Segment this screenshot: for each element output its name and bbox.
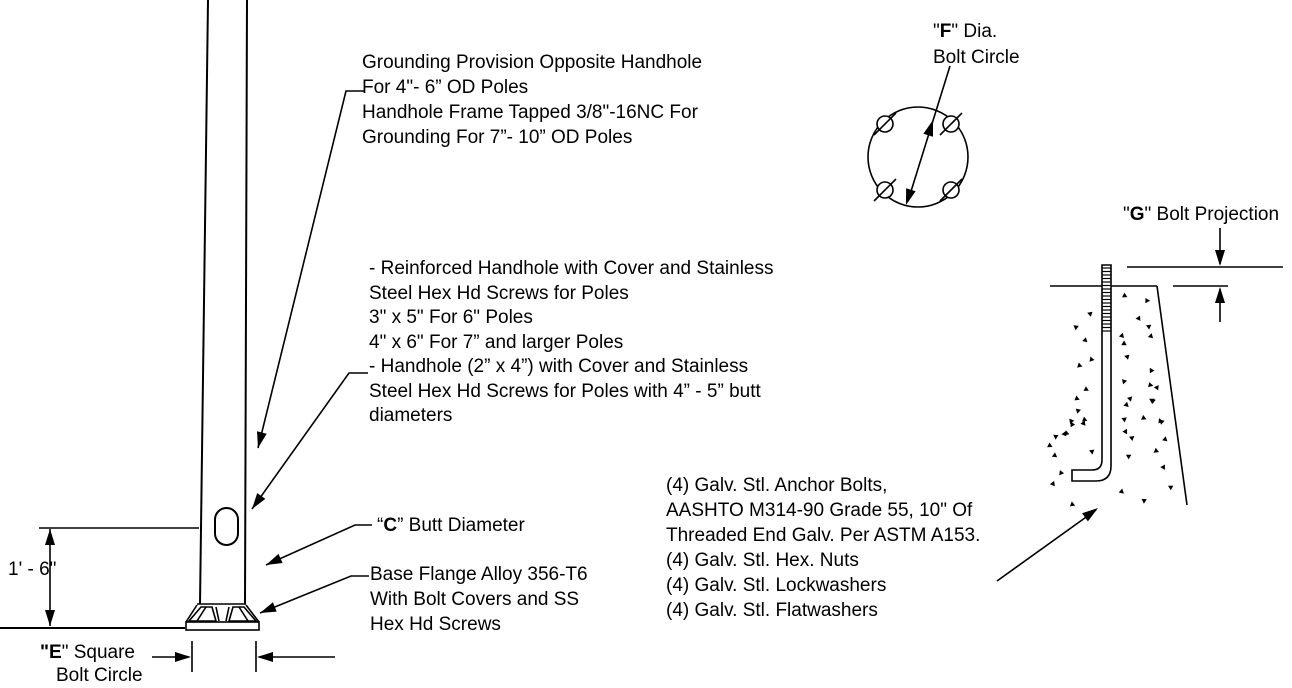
note-line: Base Flange Alloy 356-T6 (370, 564, 588, 585)
note-line: Hex Hd Screws (370, 614, 501, 635)
e-square-dimension (152, 641, 335, 672)
note-line: Handhole Frame Tapped 3/8"-16NC For (362, 102, 698, 123)
base-flange-note (370, 562, 588, 637)
e-square-label (40, 640, 135, 665)
base-flange-leader (260, 576, 369, 613)
concrete-edge-line (1157, 286, 1187, 505)
arrowhead-icon (923, 120, 933, 137)
note-line: (4) Galv. Stl. Hex. Nuts (666, 550, 859, 571)
bolt-circle-diagram (868, 66, 968, 207)
e-square-label-line2: Bolt Circle (56, 665, 143, 686)
butt-diameter-leader (266, 525, 372, 565)
note-line: AASHTO M314-90 Grade 55, 10" Of (666, 500, 973, 521)
dim-letter: F (939, 21, 952, 42)
label-line: Bolt Circle (933, 47, 1020, 68)
dimension-arrow-left-icon (257, 652, 273, 662)
label-text: " Square (61, 642, 135, 663)
dim-letter: G (1129, 204, 1145, 225)
arrowhead-icon (1082, 508, 1098, 521)
note-line: (4) Galv. Stl. Anchor Bolts, (666, 475, 888, 496)
note-line: Grounding For 7”- 10” OD Poles (362, 127, 633, 148)
anchor-j-bolt (1072, 265, 1111, 481)
base-flange (186, 604, 259, 630)
butt-diameter-label (377, 513, 525, 538)
dimension-arrow-up-icon (45, 529, 55, 545)
note-line: Grounding Provision Opposite Handhole (362, 52, 703, 73)
note-line: For 4"- 6” OD Poles (362, 77, 529, 98)
note-line: diameters (369, 405, 453, 426)
label-text: ” Butt Diameter (397, 515, 525, 536)
dim-letter: C (383, 515, 398, 536)
anchor-bolt-holes (874, 113, 962, 201)
note-line: (4) Galv. Stl. Flatwashers (666, 600, 878, 621)
note-line: 4" x 6" For 7” and larger Poles (369, 331, 624, 353)
dimension-arrow-down-icon (1215, 250, 1225, 266)
note-line: (4) Galv. Stl. Lockwashers (666, 575, 887, 596)
label-line (933, 19, 1020, 45)
note-line: With Bolt Covers and SS (370, 589, 580, 610)
anchor-bolt-leader (997, 510, 1096, 581)
arrowhead-icon (266, 554, 283, 565)
handhole-oval (215, 508, 238, 545)
bolt-projection-label (1123, 202, 1279, 227)
note-line: Steel Hex Hd Screws for Poles (369, 282, 629, 304)
label-text: “ (377, 515, 384, 536)
bolt-circle-label (933, 19, 1020, 71)
handhole-note (369, 257, 774, 429)
arrowhead-icon (252, 493, 265, 509)
dimension-arrow-down-icon (45, 610, 55, 626)
label-text: " (933, 21, 940, 42)
note-line: 3" x 5" For 6" Poles (369, 307, 533, 328)
dimension-arrow-right-icon (175, 652, 191, 662)
bolt-cover-left (189, 607, 216, 621)
dimension-arrow-up-icon (1215, 287, 1225, 303)
dim-letter: "E (40, 642, 62, 663)
arrowhead-icon (257, 431, 267, 448)
height-dimension-label: 1' - 6" (8, 559, 57, 580)
anchor-bolts-note (666, 473, 980, 623)
grounding-note (362, 50, 702, 150)
note-line: Steel Hex Hd Screws for Poles with 4” - 5” butt (369, 380, 761, 402)
handhole-leader (252, 373, 368, 509)
note-line: Threaded End Galv. Per ASTM A153. (666, 525, 981, 546)
label-text: " Dia. (951, 21, 998, 42)
note-line: - Reinforced Handhole with Cover and Stainless (369, 258, 774, 279)
note-line: - Handhole (2” x 4”) with Cover and Stainless (369, 356, 749, 377)
grounding-leader (258, 91, 365, 448)
arrowhead-icon (260, 602, 277, 613)
bolt-projection-diagram (997, 228, 1283, 581)
leader-lines (252, 91, 372, 613)
arrowhead-icon (906, 188, 916, 205)
label-text: " Bolt Projection (1144, 204, 1280, 225)
label-text: " (1123, 204, 1130, 225)
